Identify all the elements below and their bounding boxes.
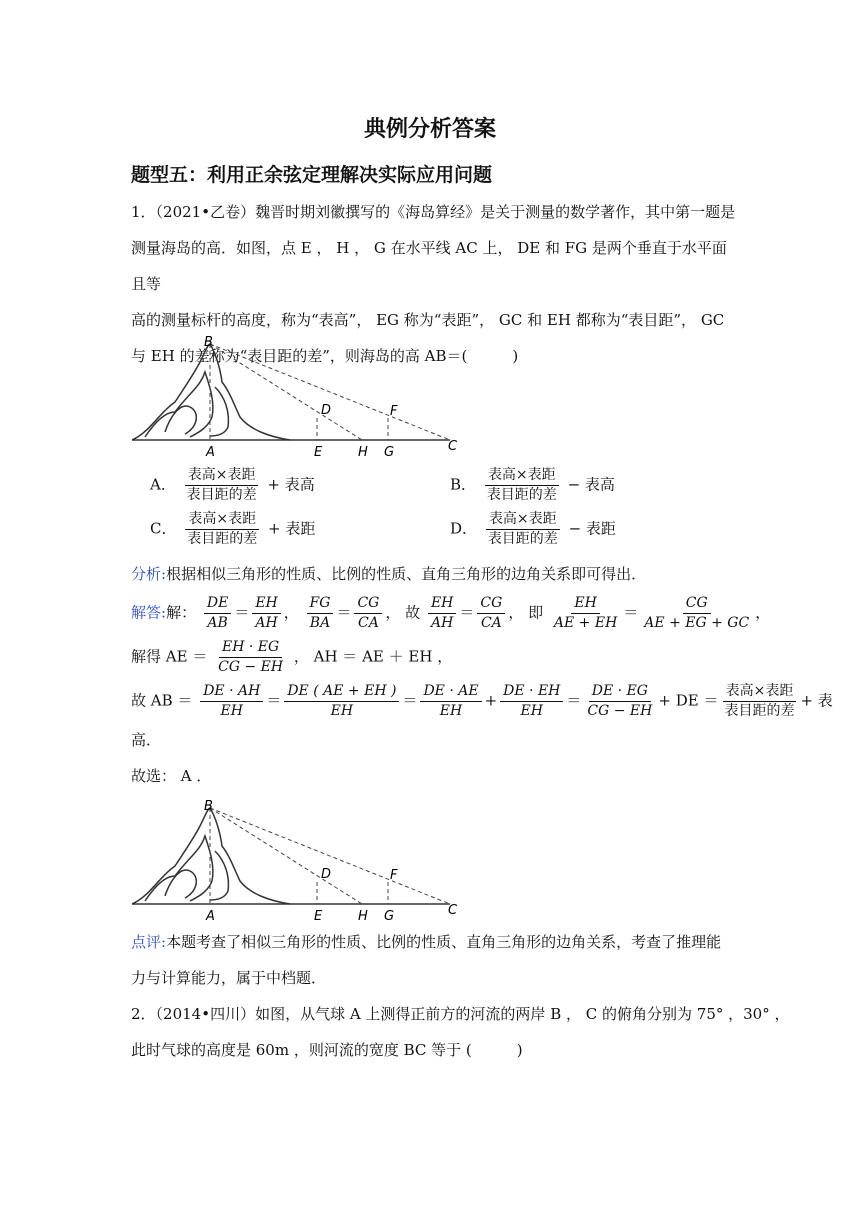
option-c-num: 表高×表距	[185, 510, 259, 530]
frac-6-num: CG	[477, 594, 505, 614]
g-4-den: EH	[520, 703, 543, 719]
option-a[interactable]	[150, 466, 315, 505]
frac-7-num: EH	[571, 594, 599, 614]
comment-text-1: 本题考查了相似三角形的性质、比例的性质、直角三角形的边角关系，考查了推理能	[166, 933, 722, 951]
analysis	[131, 556, 646, 592]
word-gu: 故	[405, 603, 421, 622]
g-5-den: CG − EH	[587, 703, 653, 719]
answer-line-4: 高．	[131, 731, 162, 749]
label-E: E	[314, 445, 323, 458]
island-figure-1	[130, 332, 470, 458]
q1-line-2: 测量海岛的高．如图，点 E ， H ， G 在水平线 AC 上， DE 和 FG 是两个垂直于水平面且等	[131, 239, 727, 293]
q1-line-3: 高的测量标杆的高度，称为“表高”， EG 称为“表距”， GC 和 EH 都称为“表目距”， GC	[131, 311, 725, 329]
option-d-den: 表目距的差	[487, 531, 558, 547]
label-C: C	[448, 439, 458, 454]
plus-de: + DE ＝	[658, 691, 719, 710]
q2-line-1: 2．（2014•四川）如图，从气球 A 上测得正前方的河流的两岸 B ， C 的俯角分别为 75° ，30° ，	[131, 1005, 790, 1023]
option-b[interactable]	[450, 466, 615, 505]
comment-label: 点评:	[131, 933, 167, 951]
frac-2-den: AH	[255, 615, 278, 631]
answer-lead: 解：	[166, 603, 197, 622]
label-C-2: C	[448, 903, 458, 918]
section-heading: 题型五：利用正余弦定理解决实际应用问题	[131, 164, 493, 186]
g-6-num: 表高×表距	[723, 682, 797, 702]
solve-ae-lead: 解得 AE ＝	[131, 647, 208, 666]
label-A: A	[206, 445, 215, 458]
q2-line-2: 此时气球的高度是 60m ，则河流的宽度 BC 等于 ( )	[131, 1041, 523, 1059]
frac-3-den: BA	[309, 615, 331, 631]
option-b-tail: − 表高	[567, 475, 615, 494]
word-ji: 即	[528, 603, 544, 622]
g-3-num: DE · AE	[420, 682, 481, 702]
frac-8-den: AE + EG + GC	[644, 615, 750, 631]
answer-choice: 故选： A ．	[131, 767, 212, 785]
frac-4-num: CG	[354, 594, 382, 614]
option-a-letter: A．	[150, 475, 176, 494]
analysis-label: 分析:	[131, 565, 167, 583]
option-d-letter: D．	[450, 519, 478, 538]
g-3-den: EH	[439, 703, 463, 719]
option-b-letter: B．	[450, 475, 477, 494]
answer-line-3: 故 AB ＝ $\frac{DE \cdot AH}{EH}$ ＝ $\frac{DE ( AE + EH )}{EH}$ ＝ $\frac{DE \cdot AE}{EH}$ + $\frac{DE \cdot EH}{EH}$ ＝ $\frac{DE \cdot EG}{CG - EH}$ + DE ＝ $\frac{\text{表高×表距}}{\text{表目距的差}}$ + 表	[131, 683, 833, 719]
label-G: G	[384, 445, 395, 458]
label-B: B	[204, 335, 213, 350]
option-b-num: 表高×表距	[485, 466, 559, 486]
frac-5-num: EH	[428, 594, 456, 614]
frac-3-num: FG	[307, 594, 334, 614]
frac-1-num: DE	[204, 594, 231, 614]
line-3-tail: + 表	[800, 691, 833, 710]
g-1-den: EH	[220, 703, 243, 719]
g-2-den: EH	[330, 703, 354, 719]
frac-9-den: CG − EH	[218, 659, 284, 675]
page-title: 典例分析答案	[363, 116, 496, 142]
g-5-num: DE · EG	[589, 682, 651, 702]
option-a-tail: + 表高	[267, 475, 315, 494]
frac-9-num: EH · EG	[219, 638, 282, 658]
answer-line-2	[131, 638, 452, 677]
frac-6-den: CA	[480, 615, 502, 631]
label-G-2: G	[384, 909, 395, 922]
comment	[131, 924, 721, 996]
g-2-num: DE ( AE + EH )	[284, 682, 399, 702]
g-4-num: DE · EH	[500, 682, 563, 702]
frac-4-den: CA	[358, 615, 379, 631]
option-a-den: 表目距的差	[186, 487, 257, 503]
solve-ah: ， AH ＝ AE ＋ EH ，	[293, 647, 453, 666]
analysis-text: 根据相似三角形的性质、比例的性质、直角三角形的边角关系即可得出．	[166, 565, 647, 583]
g-1-num: DE · AH	[200, 682, 263, 702]
frac-8-num: CG	[683, 594, 711, 614]
label-F: F	[390, 404, 398, 419]
island-figure-2	[130, 796, 470, 922]
frac-2-num: EH	[252, 594, 280, 614]
comment-text-2: 力与计算能力，属于中档题．	[131, 969, 327, 987]
option-c-den: 表目距的差	[187, 531, 258, 547]
label-H-2: H	[358, 909, 368, 922]
q1-line-4: 与 EH 的差称为“表目距的差”，则海岛的高 AB＝( )	[131, 347, 519, 365]
q1-line-1: 1．（2021•乙卷）魏晋时期刘徽撰写的《海岛算经》是关于测量的数学著作，其中第一题是	[131, 203, 736, 221]
answer-line-1: 解答:解： $\frac{DE}{AB}$ ＝ $\frac{EH}{AH}$ ， $\frac{FG}{BA}$ ＝ $\frac{CG}{CA}$ ， 故 $\frac{EH}{AH}$ ＝ $\frac{CG}{CA}$ ， 即 $\frac{EH}{AE + EH}$ ＝ $\frac{CG}{AE + EG + GC}$ ，	[131, 595, 771, 631]
option-c[interactable]	[150, 510, 315, 549]
option-d-tail: − 表距	[568, 519, 616, 538]
option-d[interactable]	[450, 510, 616, 549]
label-D: D	[321, 403, 332, 418]
label-H: H	[358, 445, 368, 458]
option-c-tail: + 表距	[268, 519, 316, 538]
g-6-den: 表目距的差	[724, 703, 795, 719]
question-2	[131, 996, 790, 1068]
answer-label: 解答:	[131, 603, 167, 622]
label-B-2: B	[204, 799, 213, 814]
frac-5-den: AH	[431, 615, 454, 631]
frac-1-den: AB	[207, 615, 228, 631]
label-F-2: F	[390, 868, 398, 883]
option-d-num: 表高×表距	[486, 510, 560, 530]
label-A-2: A	[206, 909, 215, 922]
option-c-letter: C．	[150, 519, 177, 538]
option-b-den: 表目距的差	[486, 487, 557, 503]
label-E-2: E	[314, 909, 323, 922]
label-D-2: D	[321, 867, 332, 882]
ab-lead: 故 AB ＝	[131, 691, 193, 710]
frac-7-den: AE + EH	[553, 615, 618, 631]
option-a-num: 表高×表距	[185, 466, 259, 486]
